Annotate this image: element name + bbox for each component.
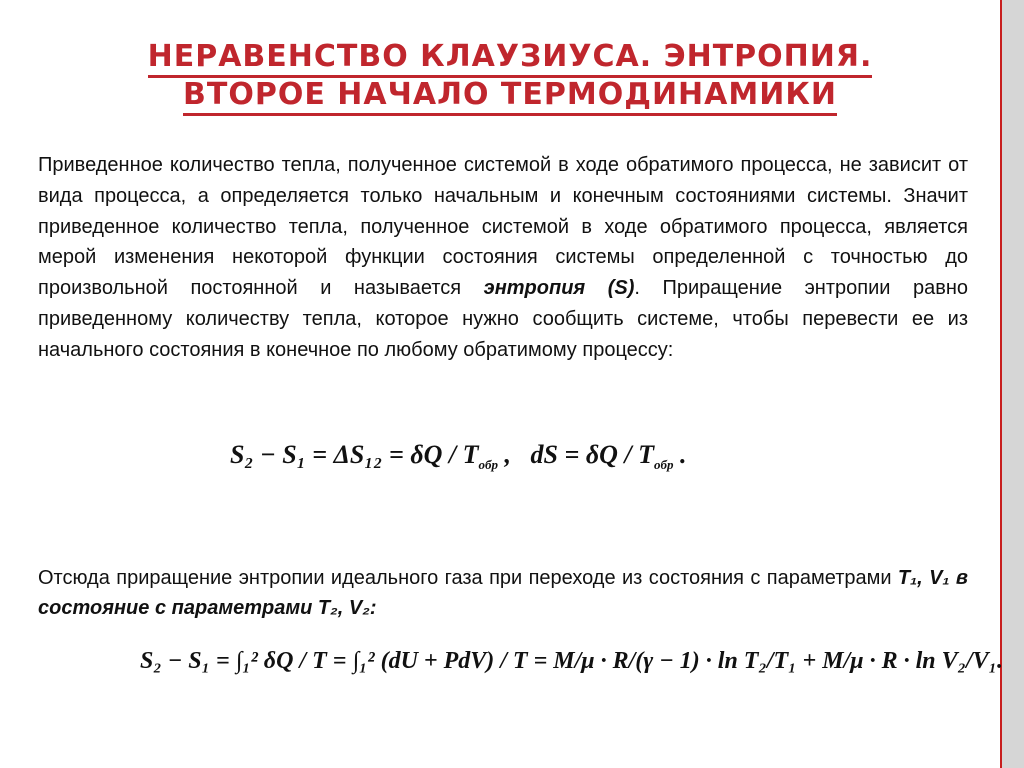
title-line-2: ВТОРОЕ НАЧАЛО ТЕРМОДИНАМИКИ xyxy=(183,77,837,116)
formula2-plus: + xyxy=(802,648,817,674)
formula1-rhs-label: dS = xyxy=(530,440,580,469)
formula-entropy-change xyxy=(230,440,687,473)
title-line-1: НЕРАВЕНСТВО КЛАУЗИУСА. ЭНТРОПИЯ. xyxy=(148,39,873,78)
frame-right-border xyxy=(1002,0,1024,768)
paragraph1-text-after: . Приращение энтропии равно приведенному количеству тепла, которое нужно сообщить системе, чтобы перевести ее из начального состояния в конечное по любому обратимому процессу: xyxy=(38,277,968,361)
params-state1: T₁, V₁ xyxy=(897,567,950,589)
slide-title xyxy=(40,38,980,114)
formula2-integral1: ∫₁² δQ / T xyxy=(235,648,327,674)
formula2-term1: M/μ · R/(γ − 1) · ln T₂/T₁ xyxy=(553,648,797,674)
paragraph1-text-before: Приведенное количество тепла, полученное системой в ходе обратимого процесса, не зависит от вида процесса, а определяется только начальным и конечным состояниями системы. Значит приведенное количество тепла, полученное системой в ходе обратимого процесса, является мерой изменения некоторой функции состояния системы определенной с точностью до произвольной постоянной и называется xyxy=(38,154,968,300)
paragraph-entropy-definition xyxy=(38,150,968,366)
formula1-subscript1: обр xyxy=(478,457,499,473)
formula1-fraction1: δQ / T xyxy=(410,440,479,469)
formula2-eq2: = xyxy=(533,648,548,674)
formula2-eq: = xyxy=(332,648,347,674)
formula1-fraction2: δQ / T xyxy=(585,440,655,469)
paragraph2-middle: в состояние с параметрами xyxy=(38,567,968,619)
formula2-end: . xyxy=(997,648,1004,674)
paragraph2-text-before: Отсюда приращение энтропии идеального газа при переходе из состояния с параметрами xyxy=(38,567,898,589)
formula2-integral2: ∫₁² (dU + PdV) / T xyxy=(352,648,528,674)
formula2-term2: M/μ · R · ln V₂/V₁ xyxy=(822,648,998,674)
entropy-term: энтропия (S) xyxy=(483,277,635,300)
params-state2: T₂, V₂ xyxy=(317,597,370,619)
formula1-lhs: S₂ − S₁ = ΔS₁₂ = xyxy=(230,440,404,469)
formula2-lhs: S₂ − S₁ = xyxy=(140,648,230,674)
formula-ideal-gas-entropy xyxy=(140,648,1003,675)
formula1-end: . xyxy=(680,440,687,469)
paragraph2-end: : xyxy=(369,597,377,619)
paragraph-ideal-gas xyxy=(38,563,968,623)
formula1-separator: , xyxy=(504,440,512,469)
formula1-subscript2: обр xyxy=(654,457,674,473)
